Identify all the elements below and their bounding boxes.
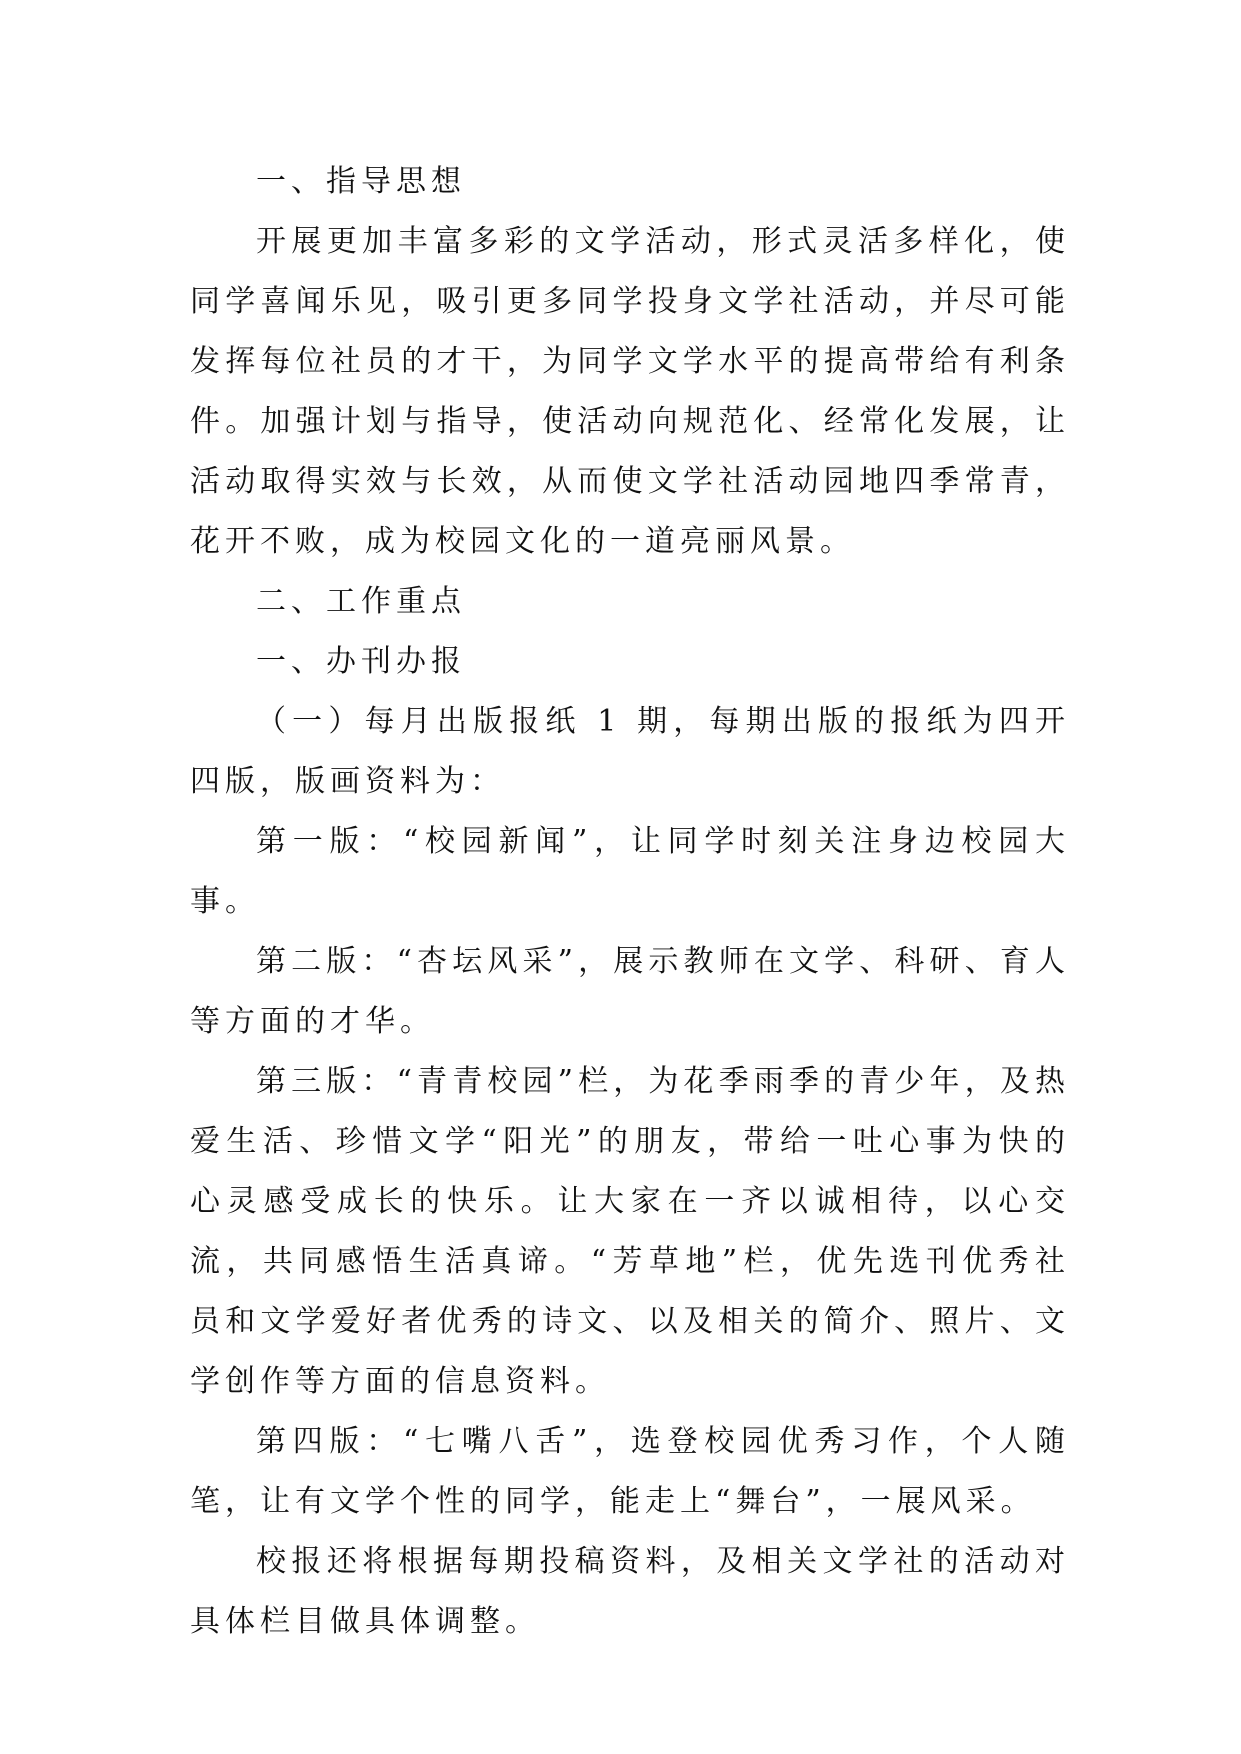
document-body <box>190 152 1070 1652</box>
paragraph-page-one: 第一版：“校园新闻”，让同学时刻关注身边校园大事。 <box>190 824 1070 919</box>
paragraph-page-three: 第三版：“青青校园”栏，为花季雨季的青少年，及热爱生活、珍惜文学“阳光”的朋友，带给一吐心事为快的心灵感受成长的快乐。让大家在一齐以诚相待，以心交流，共同感悟生活真谛。“芳草地”栏，优先选刊优秀社员和文学爱好者优秀的诗文、以及相关的简介、照片、文学创作等方面的信息资料。 <box>190 1064 1070 1399</box>
paragraph-page-two: 第二版：“杏坛风采”，展示教师在文学、科研、育人等方面的才华。 <box>190 944 1070 1039</box>
paragraph-guiding-thought: 开展更加丰富多彩的文学活动，形式灵活多样化，使同学喜闻乐见，吸引更多同学投身文学社活动，并尽可能发挥每位社员的才干，为同学文学水平的提高带给有利条件。加强计划与指导，使活动向规范化、经常化发展，让活动取得实效与长效，从而使文学社活动园地四季常青，花开不败，成为校园文化的一道亮丽风景。 <box>190 224 1070 559</box>
paragraph-adjustment: 校报还将根据每期投稿资料，及相关文学社的活动对具体栏目做具体调整。 <box>190 1544 1070 1639</box>
paragraph-monthly-paper: （一）每月出版报纸 1 期，每期出版的报纸为四开四版，版画资料为： <box>190 704 1070 799</box>
heading-work-focus: 二、工作重点 <box>256 584 466 619</box>
paragraph-page-four: 第四版：“七嘴八舌”，选登校园优秀习作，个人随笔，让有文学个性的同学，能走上“舞台”，一展风采。 <box>190 1424 1070 1519</box>
heading-guiding-thought: 一、指导思想 <box>256 164 466 199</box>
heading-publication: 一、办刊办报 <box>256 644 466 679</box>
